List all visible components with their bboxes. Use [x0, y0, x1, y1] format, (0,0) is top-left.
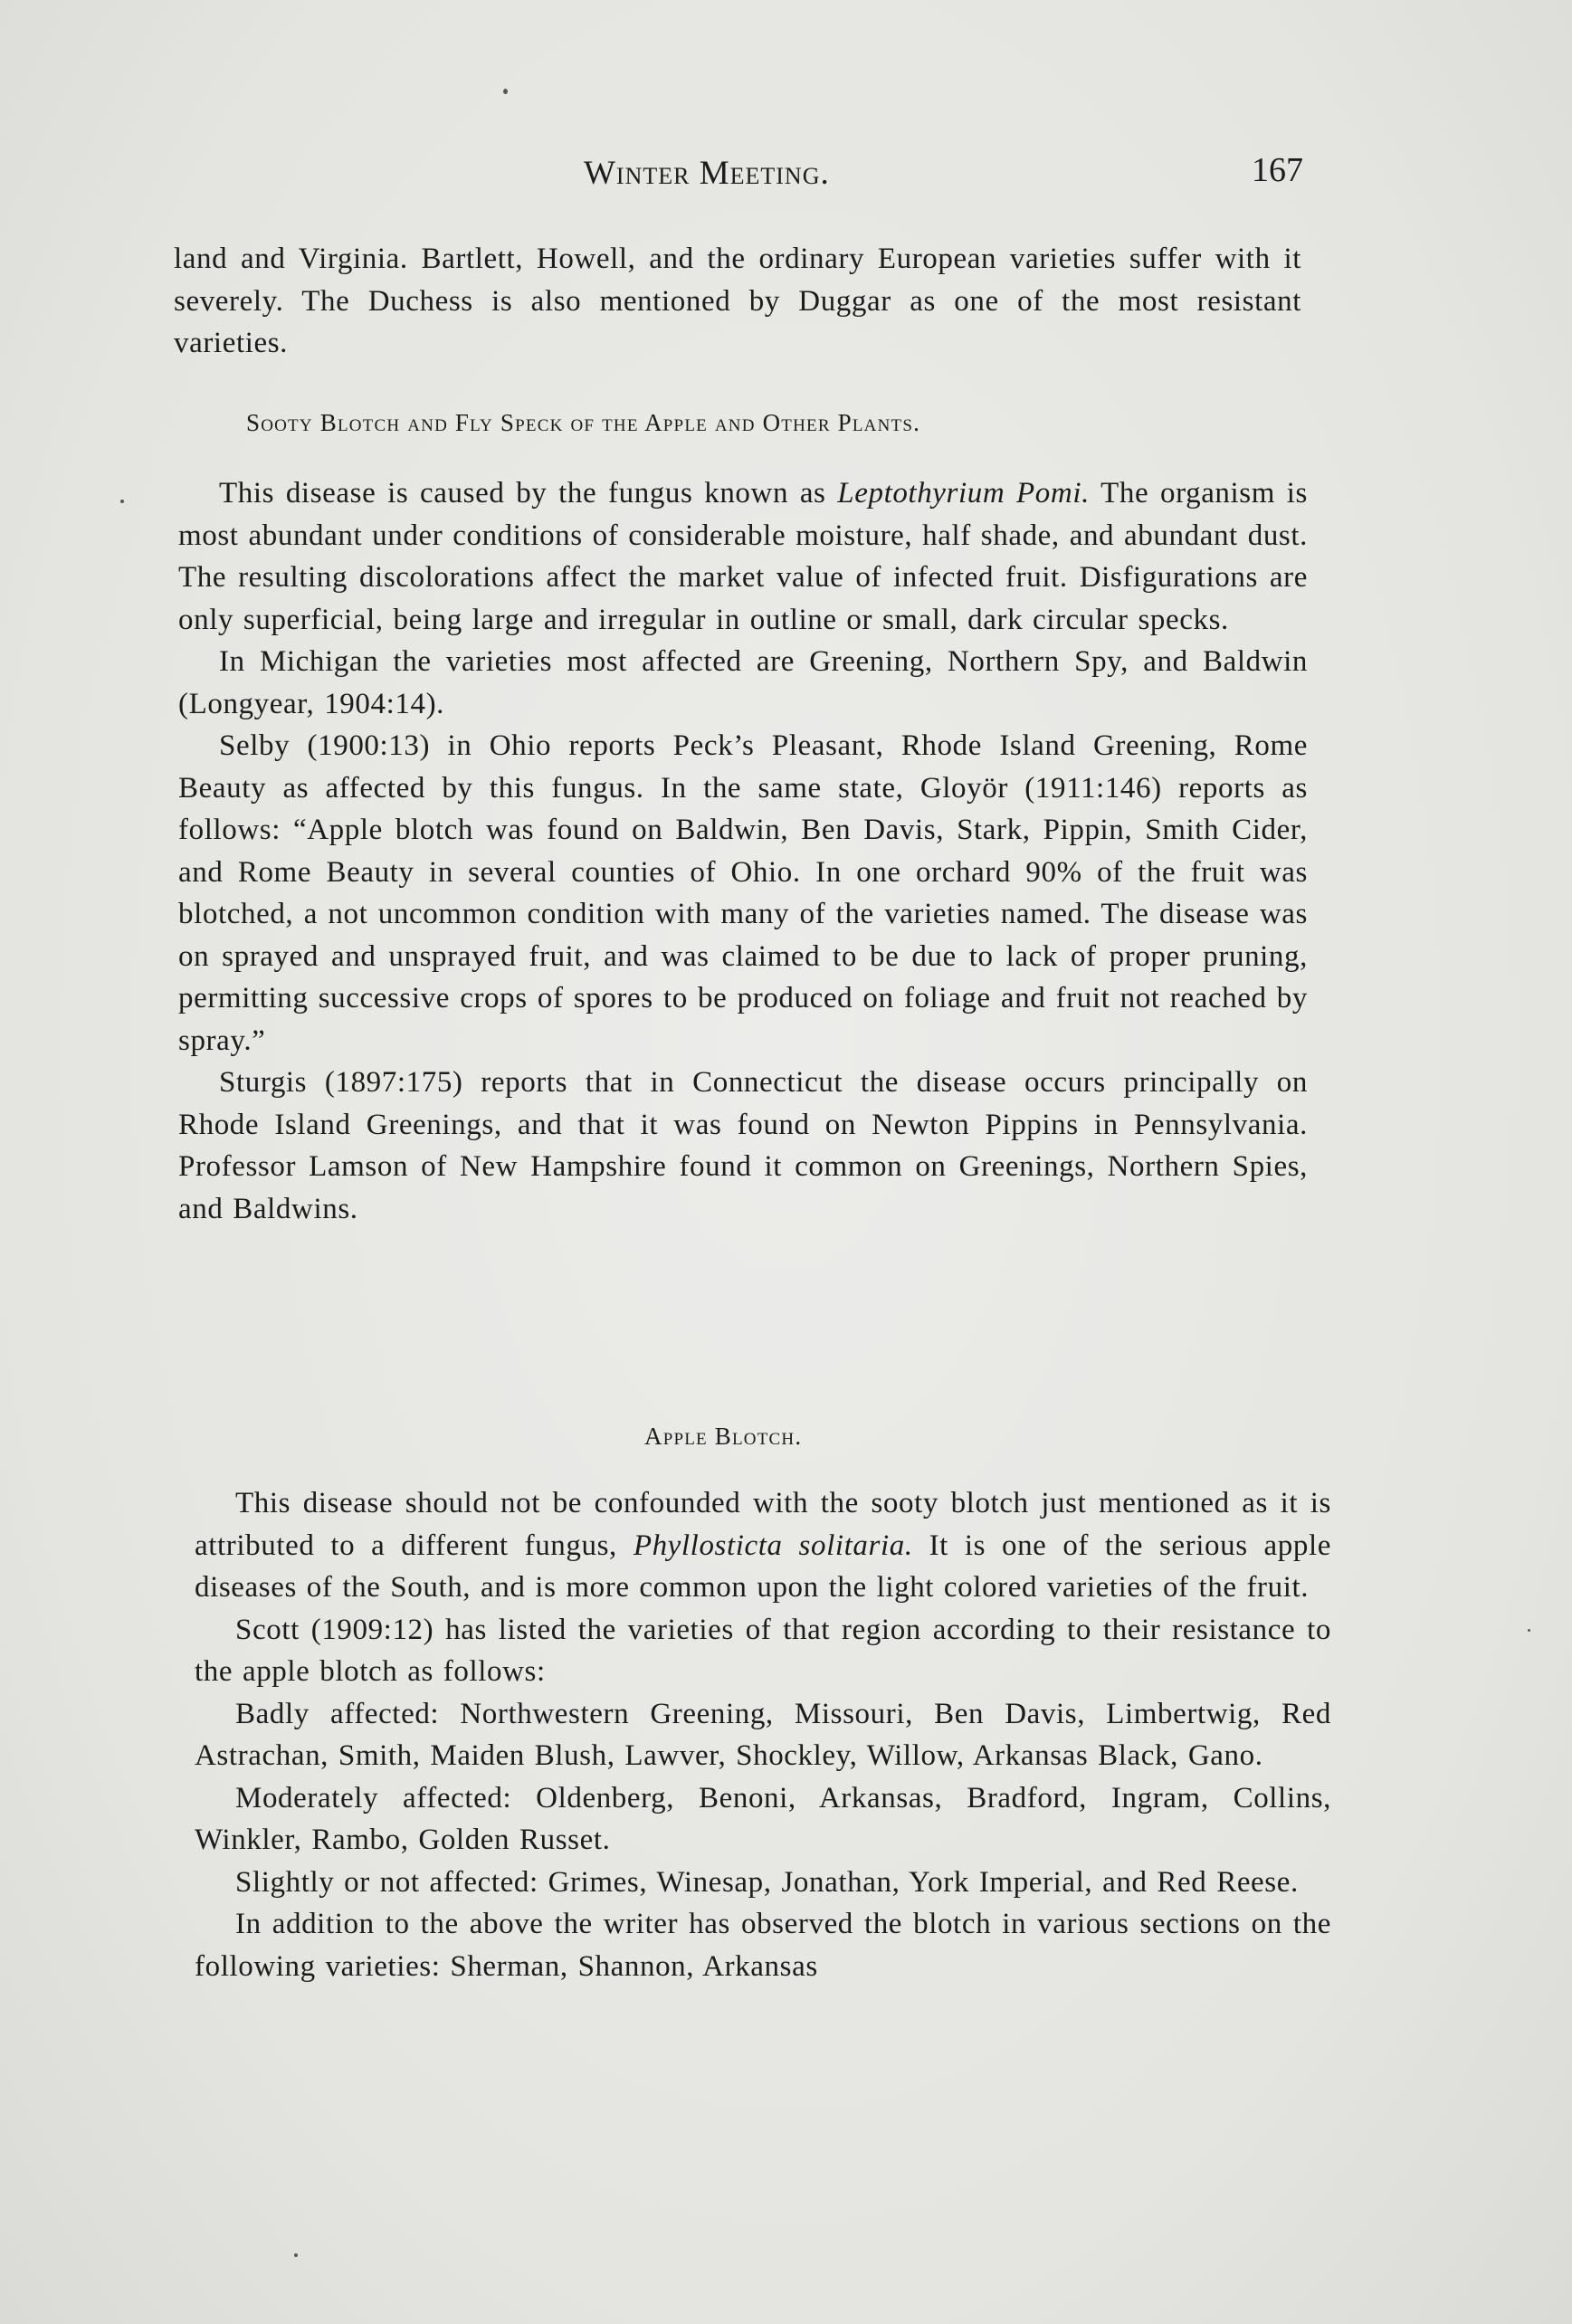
print-speck	[294, 2253, 298, 2257]
apple-blotch-paragraph-6: In addition to the above the writer has observed the blotch in various sections on the following varieties: Sherman, Shannon, Arkansas	[195, 1908, 1331, 1983]
apple-blotch-paragraph-5: Slightly or not affected: Grimes, Winesap, Jonathan, York Imperial, and Red Reese.	[235, 1865, 1299, 1899]
section-heading-apple-blotch: Apple Blotch.	[644, 1423, 803, 1450]
sooty-blotch-paragraph-1: This disease is caused by the fungus known as Leptothyrium Pomi. The organism is most abundant under conditions of considerable moisture, half shade, and abundant dust. The resulting discolorations affect the market value of infected fruit. Disfigurations are only superficial, being large and irregular in outline or small, dark circular specks.	[178, 477, 1308, 636]
intro-paragraph	[174, 238, 1301, 365]
sooty-blotch-paragraph-3: Selby (1900:13) in Ohio reports Peck’s Pleasant, Rhode Island Greening, Rome Beauty as affected by this fungus. In the same state, Gloyör (1911:146) reports as follows: “Apple blotch was found on Baldwin, Ben Davis, Stark, Pippin, Smith Cider, and Rome Beauty in several counties of Ohio. In one orchard 90% of the fruit was blotched, a not uncommon condition with many of the varieties named. The disease was on sprayed and unsprayed fruit, and was claimed to be due to lack of proper pruning, permitting successive crops of spores to be produced on foliage and fruit not reached by spray.”	[178, 729, 1308, 1057]
running-title: Winter Meeting.	[584, 155, 830, 192]
print-speck	[503, 89, 508, 94]
apple-blotch-paragraph-3: Badly affected: Northwestern Greening, Missouri, Ben Davis, Limbertwig, Red Astrachan, Smith, Maiden Blush, Lawver, Shockley, Willow, Arkansas Black, Gano.	[195, 1697, 1331, 1772]
apple-blotch-paragraph-2: Scott (1909:12) has listed the varieties of that region according to their resistance to the apple blotch as follows:	[195, 1613, 1331, 1688]
sooty-blotch-section	[178, 472, 1308, 1230]
apple-blotch-paragraph-4: Moderately affected: Oldenberg, Benoni, Arkansas, Bradford, Ingram, Collins, Winkler, Rambo, Golden Russet.	[195, 1781, 1331, 1856]
section-heading-sooty-blotch: Sooty Blotch and Fly Speck of the Apple and Other Plants.	[246, 409, 921, 436]
running-header	[172, 151, 1303, 199]
page-number: 167	[1252, 151, 1303, 189]
sooty-blotch-paragraph-2: In Michigan the varieties most affected are Greening, Northern Spy, and Baldwin (Longyear, 1904:14).	[178, 645, 1308, 720]
apple-blotch-paragraph-1: This disease should not be confounded with the sooty blotch just mentioned as it is attributed to a different fungus, Phyllosticta solitaria. It is one of the serious apple diseases of the South, and is more common upon the light colored varieties of the fruit.	[195, 1487, 1332, 1604]
apple-blotch-section	[195, 1482, 1331, 1987]
intro-text: land and Virginia. Bartlett, Howell, and the ordinary European varieties suffer with it severely. The Duchess is also mentioned by Duggar as one of the most resistant varieties.	[174, 243, 1301, 359]
fungus-name: Leptothyrium Pomi.	[837, 477, 1090, 510]
fungus-name: Phyllosticta solitaria.	[633, 1529, 913, 1562]
sooty-blotch-paragraph-4: Sturgis (1897:175) reports that in Connecticut the disease occurs principally on Rhode Island Greenings, and that it was found on Newton Pippins in Pennsylvania. Professor Lamson of New Hampshire found it common on Greenings, Northern Spies, and Baldwins.	[178, 1066, 1308, 1225]
print-speck	[120, 500, 124, 503]
print-speck	[1528, 1629, 1530, 1632]
